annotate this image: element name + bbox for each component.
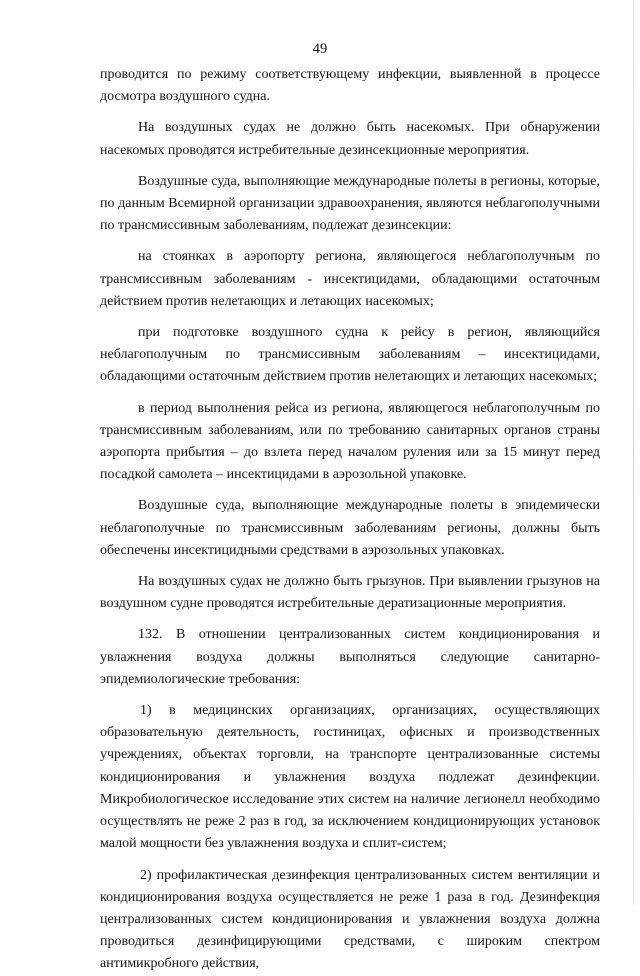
paragraph-preparation: при подготовке воздушного судна к рейсу в регион, являющийся неблагополучным по трансмиссивным заболеваниям – инсектицидами, обладающими остаточным действием против нелетающих и летающих насекомых; [100, 325, 600, 385]
paragraph-international-flights: Воздушные суда, выполняющие международные полеты в регионы, которые, по данным Всемирной организации здравоохранения, являются неблагополучными по трансмиссивным заболеваниям, подлежат дезинсекции: [100, 173, 600, 234]
document-body [100, 64, 600, 976]
paragraph-continuation: проводится по режиму соответствующему инфекции, выявленной в процессе досмотра воздушного судна. [100, 67, 600, 105]
paragraph-section-132: 132. В отношении централизованных систем кондиционирования и увлажнения воздуха должны выполняться следующие санитарно-эпидемиологические требования: [100, 627, 600, 687]
page-number: 49 [312, 41, 328, 57]
paragraph-rodents: На воздушных судах не должно быть грызунов. При выявлении грызунов на воздушном судне проводятся истребительные дератизационные мероприятия. [100, 574, 600, 612]
paragraph-flight: в период выполнения рейса из региона, являющегося неблагополучным по трансмиссивным заболеваниям, или по требованию санитарных органов страны аэропорта прибытия – до взлета перед началом руления или за 15 минут перед посадкой самолета – инсектицидами в аэрозольной упаковке. [100, 400, 600, 483]
paragraph-parking: на стоянках в аэропорту региона, являющегося неблагополучным по трансмиссивным заболеваниям - инсектицидами, обладающими остаточным действием против нелетающих и летающих насекомых; [100, 249, 600, 309]
scan-edge-line [633, 0, 634, 905]
paragraph-insecticide-supply: Воздушные суда, выполняющие международные полеты в эпидемически неблагополучные по трансмиссивным заболеваниям регионы, должны быть обеспечены инсектицидными средствами в аэрозольных упаковках. [100, 498, 600, 558]
list-item-2: 2) профилактическая дезинфекция централизованных систем вентиляции и кондиционирования воздуха осуществляется не реже 1 раза в год. Дезинфекция централизованных систем кондиционирования и увлажнения воздуха должна проводиться дезинфицирующими средствами, с широким спектром антимикробного действия, [100, 867, 600, 972]
list-item-1: 1) в медицинских организациях, организациях, осуществляющих образовательную деятельность, гостиницах, офисных и производственных учреждениях, объектах торговли, на транспорте централизованные системы кондиционирования и увлажнения воздуха подлежат дезинфекции. Микробиологическое исследование этих систем на наличие легионелл необходимо осуществлять не реже 2 раз в год, за исключением кондиционирующих установок малой мощности без увлажнения воздуха и сплит-систем; [100, 703, 600, 852]
paragraph-insects: На воздушных судах не должно быть насекомых. При обнаружении насекомых проводятся истребительные дезинсекционные мероприятия. [100, 120, 600, 158]
